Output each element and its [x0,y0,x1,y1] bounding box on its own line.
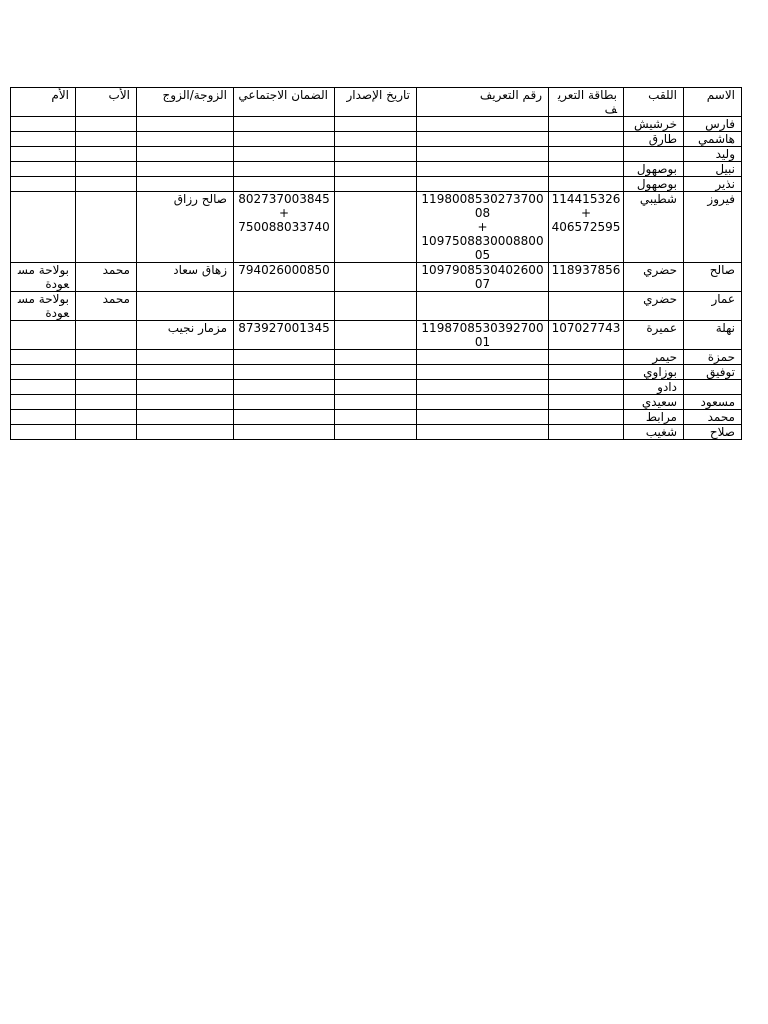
cell-father [76,410,137,425]
cell-issue-date [335,263,417,292]
header-id-card: بطاقة التعريف [549,88,624,117]
cell-issue-date [335,365,417,380]
cell-id-card [549,350,624,365]
cell-mother [11,117,76,132]
cell-surname: بوصهول [624,177,684,192]
cell-name [684,380,742,395]
table-body [11,117,742,440]
cell-surname: حضري [624,292,684,321]
cell-id-number [417,365,549,380]
cell-father [76,380,137,395]
cell-father [76,350,137,365]
header-surname: اللقب [624,88,684,117]
cell-mother [11,395,76,410]
table-row [11,410,742,425]
cell-social-security [234,425,335,440]
cell-mother [11,365,76,380]
table-header-row [11,88,742,117]
cell-name: نهلة [684,321,742,350]
cell-id-card [549,425,624,440]
cell-issue-date [335,132,417,147]
cell-mother [11,321,76,350]
cell-surname: بوصهول [624,162,684,177]
cell-id-number [417,425,549,440]
cell-issue-date [335,321,417,350]
cell-id-number [417,350,549,365]
cell-father [76,321,137,350]
cell-id-card [549,177,624,192]
cell-mother [11,147,76,162]
cell-father: محمد [76,292,137,321]
cell-issue-date [335,380,417,395]
cell-social-security [234,350,335,365]
cell-spouse [137,292,234,321]
cell-id-card: 118937856 [549,263,624,292]
cell-surname: مرابط [624,410,684,425]
cell-social-security [234,365,335,380]
cell-issue-date [335,410,417,425]
cell-social-security: 802737003845 + 750088033740 [234,192,335,263]
table-row [11,350,742,365]
cell-surname [624,147,684,162]
cell-surname: سعيدي [624,395,684,410]
cell-id-number [417,117,549,132]
cell-father: محمد [76,263,137,292]
cell-spouse [137,425,234,440]
cell-id-card [549,410,624,425]
header-name: الاسم [684,88,742,117]
cell-spouse [137,380,234,395]
cell-name: صلاح [684,425,742,440]
cell-name: توفيق [684,365,742,380]
cell-mother [11,162,76,177]
cell-mother [11,177,76,192]
cell-name: فيروز [684,192,742,263]
header-social-security: الضمان الاجتماعي [234,88,335,117]
table-row [11,425,742,440]
cell-mother [11,350,76,365]
cell-id-card [549,365,624,380]
cell-surname: بوزاوي [624,365,684,380]
cell-issue-date [335,117,417,132]
table-row [11,177,742,192]
cell-spouse [137,350,234,365]
cell-spouse [137,395,234,410]
cell-father [76,132,137,147]
cell-spouse: زهاق سعاد [137,263,234,292]
cell-id-number [417,410,549,425]
cell-father [76,395,137,410]
cell-father [76,162,137,177]
cell-surname: شغيب [624,425,684,440]
cell-father [76,117,137,132]
cell-id-number [417,292,549,321]
cell-id-card [549,162,624,177]
cell-id-card [549,292,624,321]
cell-social-security [234,292,335,321]
cell-name: حمزة [684,350,742,365]
cell-issue-date [335,192,417,263]
cell-id-card [549,147,624,162]
header-mother: الأم [11,88,76,117]
cell-surname: خرشيش [624,117,684,132]
table-row [11,147,742,162]
cell-name: عمار [684,292,742,321]
cell-social-security [234,395,335,410]
cell-social-security [234,147,335,162]
cell-surname: دادو [624,380,684,395]
table-row [11,380,742,395]
table-row [11,132,742,147]
cell-father [76,425,137,440]
cell-father [76,365,137,380]
cell-spouse: مزمار نجيب [137,321,234,350]
cell-issue-date [335,147,417,162]
cell-id-card [549,117,624,132]
cell-name: نبيل [684,162,742,177]
cell-id-number: 109790853040260007 [417,263,549,292]
table-row [11,117,742,132]
cell-id-card [549,132,624,147]
cell-id-number [417,177,549,192]
cell-social-security: 873927001345 [234,321,335,350]
cell-id-number [417,162,549,177]
cell-name: هاشمي [684,132,742,147]
cell-surname: حيمر [624,350,684,365]
cell-spouse [137,177,234,192]
table-row [11,292,742,321]
cell-social-security: 794026000850 [234,263,335,292]
cell-social-security [234,162,335,177]
cell-id-number [417,395,549,410]
table-row [11,395,742,410]
cell-id-number: 119870853039270001 [417,321,549,350]
cell-surname: حضري [624,263,684,292]
cell-father [76,192,137,263]
header-issue-date: تاريخ الإصدار [335,88,417,117]
cell-id-card: 114415326 + 406572595 [549,192,624,263]
cell-name: نذير [684,177,742,192]
cell-spouse [137,410,234,425]
table-row [11,162,742,177]
table-row [11,263,742,292]
cell-mother [11,380,76,395]
cell-social-security [234,380,335,395]
cell-id-number: 119800853027370008 + 109750883000880005 [417,192,549,263]
cell-issue-date [335,177,417,192]
header-spouse: الزوجة/الزوج [137,88,234,117]
cell-spouse [137,162,234,177]
cell-name: محمد [684,410,742,425]
cell-father [76,147,137,162]
cell-spouse [137,147,234,162]
cell-social-security [234,117,335,132]
cell-issue-date [335,395,417,410]
cell-id-card: 107027743 [549,321,624,350]
cell-id-number [417,380,549,395]
cell-name: فارس [684,117,742,132]
cell-mother: بولاحة مسعودة [11,292,76,321]
cell-id-card [549,395,624,410]
cell-spouse [137,132,234,147]
cell-id-card [549,380,624,395]
cell-mother: بولاحة مسعودة [11,263,76,292]
cell-social-security [234,410,335,425]
data-table [10,87,742,440]
cell-mother [11,425,76,440]
cell-name: وليد [684,147,742,162]
cell-father [76,177,137,192]
cell-mother [11,192,76,263]
cell-spouse [137,365,234,380]
cell-id-number [417,132,549,147]
cell-social-security [234,177,335,192]
header-father: الأب [76,88,137,117]
table-row [11,192,742,263]
cell-spouse [137,117,234,132]
cell-issue-date [335,425,417,440]
cell-issue-date [335,292,417,321]
cell-surname: عميرة [624,321,684,350]
cell-surname: طارق [624,132,684,147]
table-row [11,321,742,350]
cell-mother [11,132,76,147]
cell-name: صالح [684,263,742,292]
table-row [11,365,742,380]
cell-surname: شطيبي [624,192,684,263]
header-id-number: رقم التعريف [417,88,549,117]
cell-spouse: صالح رزاق [137,192,234,263]
cell-issue-date [335,162,417,177]
cell-social-security [234,132,335,147]
cell-name: مسعود [684,395,742,410]
cell-issue-date [335,350,417,365]
cell-mother [11,410,76,425]
cell-id-number [417,147,549,162]
